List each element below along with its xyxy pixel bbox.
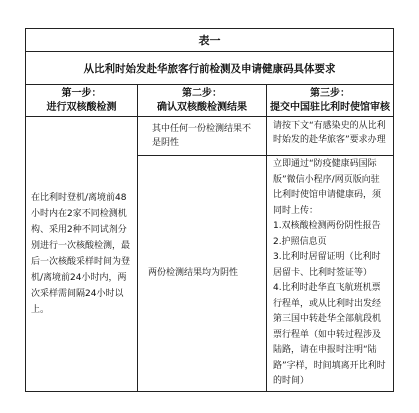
step1-header (26, 85, 138, 117)
action-not-negative: 请按下文“有感染史的从比利时始发的赴华旅客”要求办理 (267, 117, 394, 156)
step3-label: 提交中国驻比利时使馆审核 (270, 101, 391, 113)
step2-number: 第二步： (182, 87, 222, 99)
step1-label: 进行双核酸检测 (46, 101, 117, 113)
step2-label: 确认双核酸检测结果 (157, 101, 247, 113)
result-both-negative: 两份检测结果均为阴性 (138, 156, 267, 392)
table-subtitle: 从比利时始发赴华旅客行前检测及申请健康码具体要求 (26, 52, 394, 85)
action-both-negative (267, 156, 394, 392)
step1-instructions: 在比利时登机/离境前48小时内在2家不同检测机构、采用2种不同试剂分别进行一次核酸检测，最后一次核酸采样时间为登机/离境前24小时内，两次采样需间隔24小时以上。 (26, 117, 138, 392)
result-not-negative: 其中任何一份检测结果不是阴性 (138, 117, 267, 156)
table-title: 表一 (26, 29, 394, 52)
step2-header (138, 85, 267, 117)
upload-item-4: 4.比利时赴华直飞航班机票行程单，或从比利时出发经第三国中转赴华全部航段机票行程单（如中转过程涉及陆路，请在申报时注明“陆路”字样，时间填离开比利时的时间） (273, 283, 386, 386)
requirements-table (25, 28, 394, 392)
step1-number: 第一步： (61, 87, 102, 99)
step3-header (267, 85, 394, 117)
step3-number: 第三步： (310, 87, 351, 99)
upload-item-1: 1.双核酸检测两份阴性报告 (273, 221, 381, 231)
upload-intro: 立即通过“防疫健康码国际版”微信小程序/网页版向驻比利时使馆申请健康码，须同时上传： (273, 159, 382, 216)
upload-item-3: 3.比利时居留证明（比利时居留卡、比利时签证等） (273, 252, 381, 278)
upload-item-2: 2.护照信息页 (273, 236, 327, 247)
